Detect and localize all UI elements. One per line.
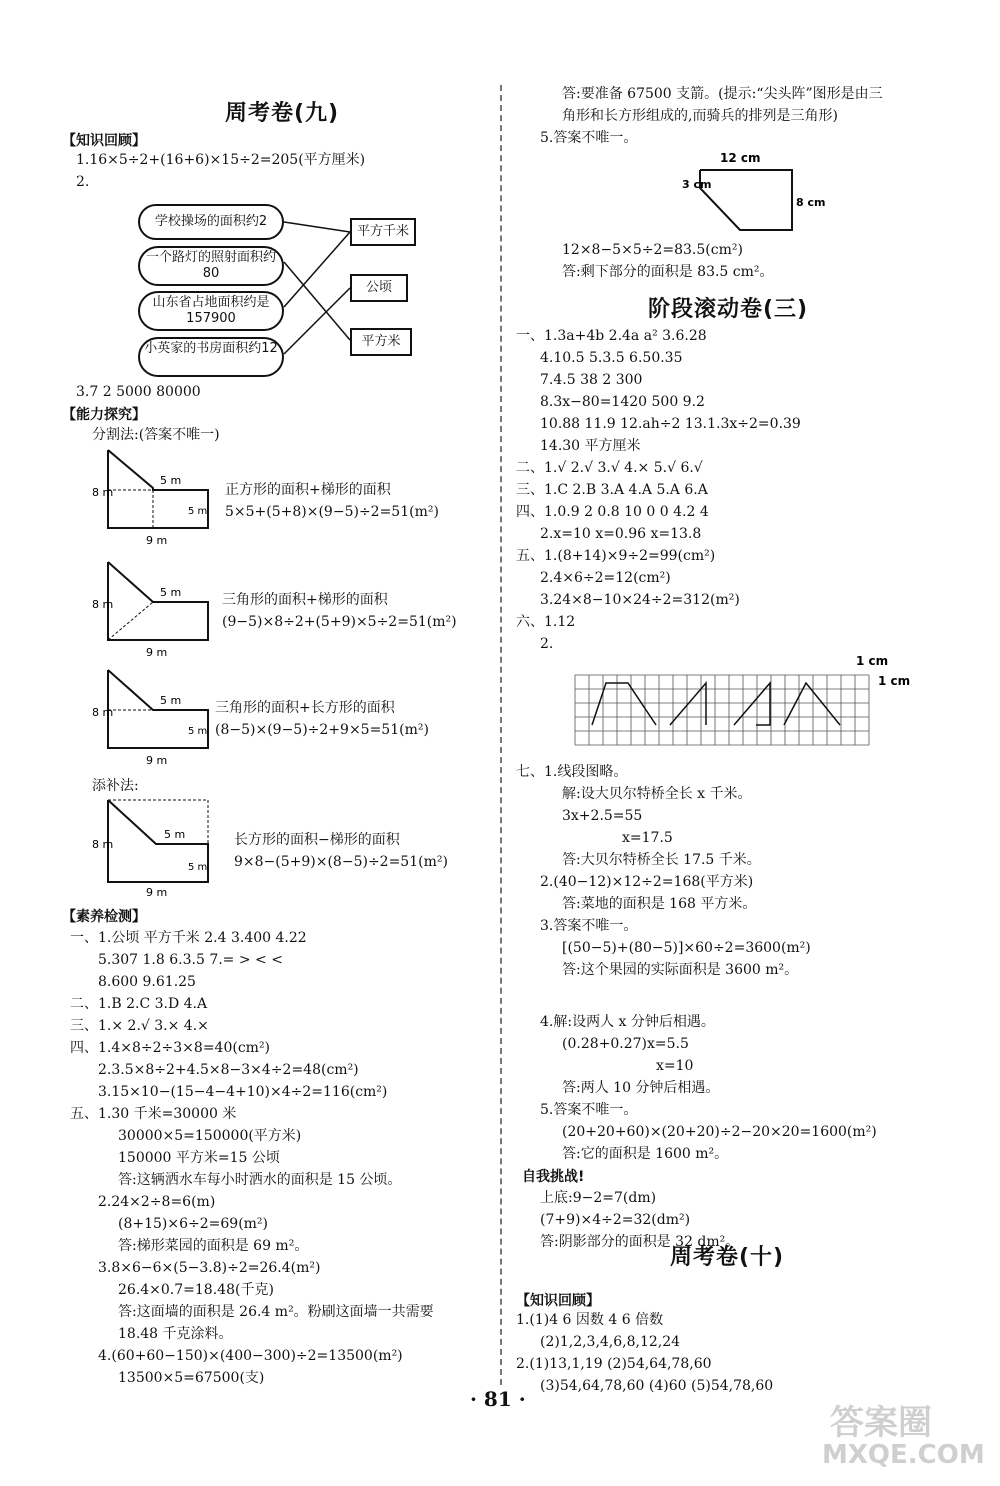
match-item-playground: 学校操场的面积约2 [138,204,284,240]
answer-line: (8+15)×6÷2=69(m²) [118,1216,269,1232]
answer-line: 2.(1)13,1,19 (2)54,64,78,60 [516,1356,712,1372]
answer-line: 五、1.30 千米=30000 米 [70,1106,237,1122]
method-desc: 正方形的面积+梯形的面积 [225,482,391,498]
label-3cm: 3 cm [682,178,712,191]
method-calc: (9−5)×8÷2+(5+9)×5÷2=51(m²) [222,614,457,630]
label-9m: 9 m [146,754,168,767]
answer-line: x=10 [656,1058,694,1074]
method-label: 添补法: [92,778,139,794]
section-ability: 【能力探究】 [62,407,146,423]
answer-line: 角形和长方形组成的,而骑兵的排列是三角形) [562,108,838,124]
figure-split-3 [88,668,218,768]
answer-line: 2.24×2÷8=6(m) [98,1194,216,1210]
section-quality: 【素养检测】 [62,909,146,925]
unit-square-m: 平方米 [350,328,412,356]
answer-line: 5.307 1.8 6.3.5 7.= > < < [98,952,283,968]
answer-line: 四、1.4×8÷2÷3×8=40(cm²) [70,1040,271,1056]
figure-split-2 [88,560,218,660]
answer-line: 30000×5=150000(平方米) [118,1128,302,1144]
label-5m: 5 m [188,726,208,737]
answer-line: 答:菜地的面积是 168 平方米。 [562,896,757,912]
answer-line: (20+20+60)×(20+20)÷2−20×20=1600(m²) [562,1124,877,1140]
label-8cm: 8 cm [796,196,826,209]
match-item-shandong: 山东省占地面积约是157900 [138,291,284,331]
answer-line: 三、1.× 2.√ 3.× 4.× [70,1018,209,1034]
answer-line: (0.28+0.27)x=5.5 [562,1036,689,1052]
answer-line: 答:大贝尔特桥全长 17.5 千米。 [562,852,761,868]
method-calc: 9×8−(5+9)×(8−5)÷2=51(m²) [234,854,448,870]
answer-line: 7.4.5 38 2 300 [540,372,643,388]
answer-line: 3.24×8−10×24÷2=312(m²) [540,592,740,608]
answer-line: (3)54,64,78,60 (4)60 (5)54,78,60 [540,1378,774,1394]
answer-line: 2.4×6÷2=12(cm²) [540,570,671,586]
answer-line: 1.16×5÷2+(16+6)×15÷2=205(平方厘米) [76,152,366,168]
answer-line: 解:设大贝尔特桥全长 x 千米。 [562,786,752,802]
figure-split-1 [88,448,218,548]
label-1cm: 1 cm [878,674,911,688]
answer-line: 18.48 千克涂料。 [118,1326,233,1342]
answer-line: 答:要准备 67500 支箭。(提示:“尖头阵”图形是由三 [562,86,883,102]
answer-line: 上底:9−2=7(dm) [540,1190,657,1206]
answer-line: 14.30 平方厘米 [540,438,641,454]
answer-line: 一、1.3a+4b 2.4a a² 3.6.28 [516,328,707,344]
label-9m: 9 m [146,646,168,659]
answer-line: 3.7 2 5000 80000 [76,384,201,400]
method-label: 分割法:(答案不唯一) [92,427,220,443]
answer-line: 三、1.C 2.B 3.A 4.A 5.A 6.A [516,482,708,498]
answer-line: 12×8−5×5÷2=83.5(cm²) [562,242,743,258]
answer-line: [(50−5)+(80−5)]×60÷2=3600(m²) [562,940,811,956]
answer-line: 答:梯形菜园的面积是 69 m²。 [118,1238,309,1254]
answer-line: (7+9)×4÷2=32(dm²) [540,1212,691,1228]
label-5m: 5 m [160,694,182,707]
answer-line: 4.解:设两人 x 分钟后相遇。 [540,1014,715,1030]
label-5m: 5 m [188,862,208,873]
answer-line: 2. [540,636,554,652]
method-desc: 三角形的面积+梯形的面积 [222,592,388,608]
figure-fill-4 [88,798,228,898]
answer-line: 5.答案不唯一。 [540,130,638,146]
answer-line: 8.600 9.61.25 [98,974,196,990]
answer-line: 2. [76,174,90,190]
answer-line: 2.3.5×8÷2+4.5×8−3×4÷2=48(cm²) [98,1062,359,1078]
answer-line: 3.8×6−6×(5−3.8)÷2=26.4(m²) [98,1260,321,1276]
section-knowledge: 【知识回顾】 [516,1293,600,1309]
answer-line: 二、1.B 2.C 3.D 4.A [70,996,208,1012]
unit-square-km: 平方千米 [350,218,416,246]
answer-line: 8.3x−80=1420 500 9.2 [540,394,705,410]
answer-line: 1.(1)4 6 因数 4 6 倍数 [516,1312,664,1328]
answer-line: 13500×5=67500(支) [118,1370,265,1386]
answer-line: 答:它的面积是 1600 m²。 [562,1146,729,1162]
self-challenge-label: 自我挑战! [522,1169,585,1185]
page-title-week9: 周考卷(九) [225,101,340,126]
method-calc: 5×5+(5+8)×(9−5)÷2=51(m²) [225,504,439,520]
section-title-stage3: 阶段滚动卷(三) [648,297,809,322]
answer-line: 答:这面墙的面积是 26.4 m²。粉刷这面墙一共需要 [118,1304,434,1320]
label-9m: 9 m [146,886,168,899]
answer-line: 答:两人 10 分钟后相遇。 [562,1080,720,1096]
label-1cm: 1 cm [856,654,889,668]
label-8m: 8 m [92,486,114,499]
answer-line: 二、1.√ 2.√ 3.√ 4.× 5.√ 6.√ [516,460,703,476]
method-calc: (8−5)×(9−5)÷2+9×5=51(m²) [215,722,429,738]
answer-line: 答:这个果园的实际面积是 3600 m²。 [562,962,799,978]
label-8m: 8 m [92,598,114,611]
match-item-streetlight: 一个路灯的照射面积约80 [138,246,284,286]
page-title-week10: 周考卷(十) [670,1245,785,1270]
answer-line: 150000 平方米=15 公顷 [118,1150,280,1166]
method-desc: 三角形的面积+长方形的面积 [215,700,395,716]
answer-line: 5.答案不唯一。 [540,1102,638,1118]
figure-rectangle-cut [680,148,826,238]
answer-line: 4.10.5 5.3.5 6.50.35 [540,350,683,366]
answer-line: 2.(40−12)×12÷2=168(平方米) [540,874,754,890]
label-8m: 8 m [92,706,114,719]
answer-line: 3.答案不唯一。 [540,918,638,934]
answer-line: 答:剩下部分的面积是 83.5 cm²。 [562,264,774,280]
answer-line: 2.x=10 x=0.96 x=13.8 [540,526,702,542]
answer-line: 答:这辆洒水车每小时洒水的面积是 15 公顷。 [118,1172,402,1188]
answer-line: 七、1.线段图略。 [516,764,628,780]
answer-line: 答:阴影部分的面积是 32 dm²。 [540,1234,740,1250]
label-5m: 5 m [188,506,208,517]
answer-line: 3.15×10−(15−4−4+10)×4÷2=116(cm²) [98,1084,388,1100]
answer-line: 六、1.12 [516,614,576,630]
label-5m: 5 m [160,586,182,599]
match-item-study: 小英家的书房面积约12 [138,337,284,377]
page-number: · 81 · [470,1387,526,1411]
answer-line: 一、1.公顷 平方千米 2.4 3.400 4.22 [70,930,307,946]
method-desc: 长方形的面积−梯形的面积 [234,832,400,848]
unit-hectare: 公顷 [350,274,408,302]
label-5m: 5 m [160,474,182,487]
label-9m: 9 m [146,534,168,547]
answer-line: (2)1,2,3,4,6,8,12,24 [540,1334,681,1350]
answer-line: 3x+2.5=55 [562,808,643,824]
grid-figure [570,655,915,755]
watermark-logo: 答案圈 [830,1403,932,1443]
answer-line: 四、1.0.9 2 0.8 10 0 0 4.2 4 [516,504,709,520]
answer-line: x=17.5 [622,830,673,846]
label-12cm: 12 cm [720,151,761,165]
section-knowledge: 【知识回顾】 [62,133,146,149]
answer-line: 4.(60+60−150)×(400−300)÷2=13500(m²) [98,1348,403,1364]
answer-line: 五、1.(8+14)×9÷2=99(cm²) [516,548,716,564]
label-5m: 5 m [164,828,186,841]
answer-line: 10.88 11.9 12.ah÷2 13.1.3x÷2=0.39 [540,416,801,432]
watermark-url: MXQE.COM [822,1440,985,1470]
label-8m: 8 m [92,838,114,851]
answer-line: 26.4×0.7=18.48(千克) [118,1282,274,1298]
